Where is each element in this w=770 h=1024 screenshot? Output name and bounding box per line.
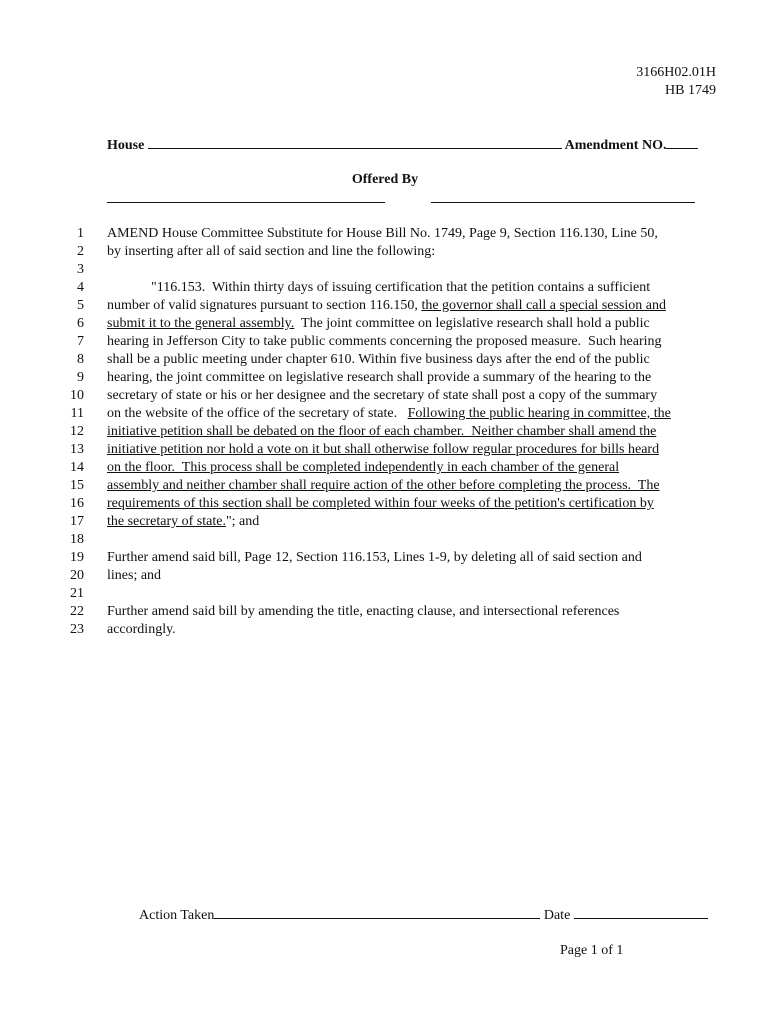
date-label: Date (543, 908, 571, 923)
text-line (40, 243, 730, 261)
text-line (40, 297, 730, 315)
house-amendment-line (107, 136, 717, 154)
line-number: 14 (70, 460, 84, 475)
line-number: 3 (77, 262, 84, 277)
line-number: 6 (77, 316, 84, 331)
text-line (40, 261, 730, 279)
line-number: 22 (70, 604, 84, 619)
line-text (107, 621, 176, 639)
line-text (107, 423, 656, 441)
text-line (40, 603, 730, 621)
line-number: 1 (77, 226, 84, 241)
text-line (40, 621, 730, 639)
text-line (40, 549, 730, 567)
line-text (107, 405, 671, 423)
line-text (107, 387, 657, 405)
line-text (107, 315, 650, 333)
text-line (40, 513, 730, 531)
line-number: 8 (77, 352, 84, 367)
text-segment: AMEND House Committee Substitute for House Bill No. 1749, Page 9, Section 116.130, Line 50, (107, 226, 658, 241)
text-line (40, 387, 730, 405)
line-number: 2 (77, 244, 84, 259)
text-line (40, 423, 730, 441)
text-segment: accordingly. (107, 622, 176, 637)
text-segment: Further amend said bill by amending the title, enacting clause, and intersectional references (107, 604, 620, 619)
underlined-text: the secretary of state. (107, 514, 226, 529)
action-taken-line (139, 906, 719, 924)
text-segment: "; and (225, 514, 260, 529)
amendment-label: Amendment NO. (564, 138, 667, 153)
line-number: 17 (70, 514, 84, 529)
action-taken-blank (214, 906, 540, 919)
line-number: 18 (70, 532, 84, 547)
doc-code: 3166H02.01H (636, 65, 716, 80)
text-line (40, 369, 730, 387)
sponsor-signature-line (107, 188, 385, 203)
line-text (107, 567, 161, 585)
house-label: House (107, 138, 145, 153)
text-line (40, 225, 730, 243)
underlined-text: requirements of this section shall be completed within four weeks of the petition's certification by (107, 496, 654, 511)
line-number: 5 (77, 298, 84, 313)
text-segment: lines; and (107, 568, 162, 583)
underlined-text: on the floor. This process shall be completed independently in each chamber of the general (107, 460, 620, 475)
text-line (40, 315, 730, 333)
cosponsor-signature-line (431, 188, 695, 203)
text-segment: secretary of state or his or her designee and the secretary of state shall post a copy of the summary (107, 388, 658, 403)
text-segment: by inserting after all of said section and line the following: (107, 244, 436, 259)
text-segment: hearing in Jefferson City to take public comments concerning the proposed measure. Such hearing (107, 334, 662, 349)
text-segment: "116.153. Within thirty days of issuing certification that the petition contains a sufficient (151, 280, 651, 295)
text-line (40, 585, 730, 603)
document-identifier (636, 64, 716, 100)
text-line (40, 531, 730, 549)
text-segment: number of valid signatures pursuant to section 116.150, (107, 298, 422, 313)
underlined-text: initiative petition shall be debated on the floor of each chamber. Neither chamber shall amend the (107, 424, 657, 439)
line-number: 16 (70, 496, 84, 511)
line-number: 12 (70, 424, 84, 439)
action-taken-label: Action Taken (139, 908, 215, 923)
line-text (107, 603, 619, 621)
text-line (40, 495, 730, 513)
line-number: 15 (70, 478, 84, 493)
line-text (107, 333, 662, 351)
line-text (107, 513, 259, 531)
line-number: 23 (70, 622, 84, 637)
text-line (40, 351, 730, 369)
amendment-number-blank (666, 136, 698, 149)
underlined-text: the governor shall call a special session and (421, 298, 666, 313)
line-number: 20 (70, 568, 84, 583)
page-number: Page 1 of 1 (560, 943, 624, 958)
text-line (40, 477, 730, 495)
bill-number: HB 1749 (665, 83, 716, 98)
line-number: 13 (70, 442, 84, 457)
text-segment: Further amend said bill, Page 12, Section 116.153, Lines 1-9, by deleting all of said section and (107, 550, 642, 565)
line-text (107, 225, 658, 243)
line-number: 11 (70, 406, 84, 421)
line-text (107, 369, 651, 387)
line-text (107, 495, 654, 513)
line-text (107, 549, 642, 567)
line-number: 9 (77, 370, 84, 385)
house-blank (148, 136, 562, 149)
amendment-text (40, 225, 730, 639)
line-text (107, 477, 660, 495)
line-text (107, 351, 650, 369)
underlined-text: initiative petition nor hold a vote on it but shall otherwise follow regular procedures for bills heard (107, 442, 660, 457)
line-number: 7 (77, 334, 84, 349)
text-line (40, 567, 730, 585)
text-line (40, 459, 730, 477)
text-segment: hearing, the joint committee on legislative research shall provide a summary of the hearing to the (107, 370, 652, 385)
text-line (40, 333, 730, 351)
line-text (107, 279, 650, 297)
line-number: 19 (70, 550, 84, 565)
date-blank (574, 906, 708, 919)
line-number: 10 (70, 388, 84, 403)
line-text (107, 441, 659, 459)
underlined-text: Following the public hearing in committee, the (407, 406, 671, 421)
underlined-text: assembly and neither chamber shall require action of the other before completing the process. The (107, 478, 660, 493)
line-number: 4 (77, 280, 84, 295)
text-line (40, 279, 730, 297)
text-segment: shall be a public meeting under chapter 610. Within five business days after the end of the public (107, 352, 650, 367)
text-line (40, 405, 730, 423)
text-segment: on the website of the office of the secretary of state. (107, 406, 408, 421)
line-number: 21 (70, 586, 84, 601)
text-segment: The joint committee on legislative research shall hold a public (294, 316, 650, 331)
underlined-text: submit it to the general assembly. (107, 316, 295, 331)
line-text (107, 459, 619, 477)
offered-by-label: Offered By (351, 172, 419, 187)
line-text (107, 243, 435, 261)
line-text (107, 297, 666, 315)
text-line (40, 441, 730, 459)
